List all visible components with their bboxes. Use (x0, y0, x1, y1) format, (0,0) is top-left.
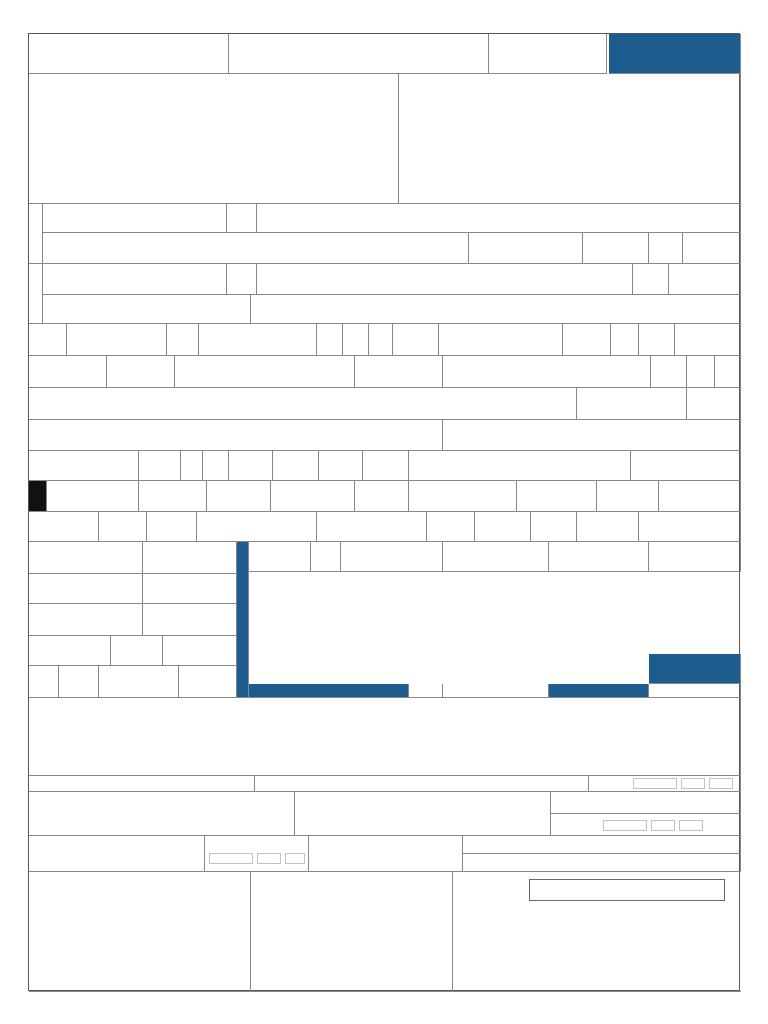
declarant-side (29, 264, 43, 324)
f36 (393, 324, 439, 356)
f16 (649, 233, 683, 264)
f11 (257, 204, 741, 233)
liq-h-concept (249, 542, 311, 572)
f35d (369, 324, 393, 356)
f31 (29, 324, 67, 356)
f127 (29, 776, 255, 792)
f85 (111, 636, 163, 666)
f58 (631, 451, 741, 481)
f41 (107, 356, 175, 388)
f134 (29, 836, 205, 872)
liq-total-shade (249, 684, 409, 698)
liq-pay-shade (549, 684, 649, 698)
f129-dd[interactable] (709, 778, 733, 789)
f46 (29, 388, 577, 420)
liq-side (237, 542, 249, 698)
liq-h-total (443, 542, 549, 572)
f133-mm[interactable] (651, 820, 675, 831)
f76 (577, 512, 639, 542)
privacy-cell (489, 34, 607, 74)
f52d (203, 451, 229, 481)
f88 (59, 666, 99, 698)
f78 (29, 542, 143, 574)
f38m (611, 324, 639, 356)
f13 (43, 233, 469, 264)
f135-mm[interactable] (257, 853, 281, 864)
f77 (639, 512, 741, 542)
f71 (197, 512, 317, 542)
f55 (319, 451, 363, 481)
f70 (147, 512, 197, 542)
f24 (43, 264, 227, 295)
liq-h-usd (649, 542, 741, 572)
f42 (175, 356, 355, 388)
f68 (29, 512, 99, 542)
f133-dd[interactable] (679, 820, 703, 831)
f33 (167, 324, 199, 356)
f137 (463, 854, 741, 872)
f133 (551, 814, 741, 836)
f45d (715, 356, 741, 388)
f51 (29, 451, 139, 481)
f83 (143, 604, 237, 636)
f48 (687, 388, 741, 420)
s-badge (29, 481, 47, 512)
f80 (29, 574, 143, 604)
f47 (577, 388, 687, 420)
f30 (251, 295, 741, 324)
form-number-cell (399, 74, 741, 204)
f12 (583, 233, 649, 264)
f39 (675, 324, 741, 356)
f91 (29, 698, 741, 776)
f37 (439, 324, 563, 356)
f29 (43, 295, 251, 324)
f52m (181, 451, 203, 481)
f25 (227, 264, 257, 295)
f27 (633, 264, 669, 295)
f45y (651, 356, 687, 388)
f136 (463, 836, 741, 854)
f61 (207, 481, 271, 512)
f66 (597, 481, 659, 512)
f90 (179, 666, 237, 698)
liq-h-pct (311, 542, 341, 572)
f132 (551, 792, 741, 814)
liq-total-cell (409, 684, 443, 698)
f38d (639, 324, 675, 356)
f86 (163, 636, 237, 666)
declaration-form (28, 33, 740, 991)
form-code-cell (609, 34, 741, 74)
f52y (139, 451, 181, 481)
f128 (255, 776, 589, 792)
logo-cell (29, 34, 229, 74)
f69 (99, 512, 147, 542)
f126 (649, 684, 741, 698)
form-title-cell (229, 34, 489, 74)
f133-yyyy[interactable] (603, 820, 647, 831)
f997 (251, 872, 453, 992)
f135-yyyy[interactable] (209, 853, 253, 864)
f45m (687, 356, 715, 388)
year-cell (29, 74, 399, 204)
f5 (43, 204, 227, 233)
liq-h-base (341, 542, 443, 572)
f72 (317, 512, 427, 542)
f130 (29, 792, 295, 836)
f49 (29, 420, 443, 451)
f35m (343, 324, 369, 356)
f65 (517, 481, 597, 512)
f64 (409, 481, 517, 512)
f56 (363, 451, 409, 481)
f75 (531, 512, 577, 542)
f79 (143, 542, 237, 574)
f53 (229, 451, 273, 481)
f135-dd[interactable] (285, 853, 305, 864)
f59 (47, 481, 139, 512)
f63 (355, 481, 409, 512)
f129 (589, 776, 741, 792)
f32 (67, 324, 167, 356)
f40 (29, 356, 107, 388)
firma-declarante (29, 872, 251, 992)
f6 (227, 204, 257, 233)
f980-area (453, 872, 741, 992)
firma-funcionario (309, 836, 463, 872)
f57 (409, 451, 631, 481)
f82 (29, 604, 143, 636)
f28 (669, 264, 741, 295)
f135 (205, 836, 309, 872)
f54 (273, 451, 319, 481)
f980-input[interactable] (529, 879, 725, 901)
f129-mm[interactable] (681, 778, 705, 789)
f38y (563, 324, 611, 356)
f81 (143, 574, 237, 604)
f67 (659, 481, 741, 512)
f34 (199, 324, 317, 356)
f35y (317, 324, 343, 356)
f44 (443, 356, 651, 388)
liq-usd-shade (649, 654, 741, 684)
f43 (355, 356, 443, 388)
liq-h-pay (549, 542, 649, 572)
f131 (295, 792, 551, 836)
f50 (443, 420, 741, 451)
f26 (257, 264, 633, 295)
f73 (427, 512, 475, 542)
f17 (683, 233, 741, 264)
importer-side (29, 204, 43, 264)
f15 (469, 233, 583, 264)
f87 (29, 666, 59, 698)
f129-yyyy[interactable] (633, 778, 677, 789)
liq-total-value-cell (443, 684, 549, 698)
f84 (29, 636, 111, 666)
f62 (271, 481, 355, 512)
f89 (99, 666, 179, 698)
f60 (139, 481, 207, 512)
f74 (475, 512, 531, 542)
